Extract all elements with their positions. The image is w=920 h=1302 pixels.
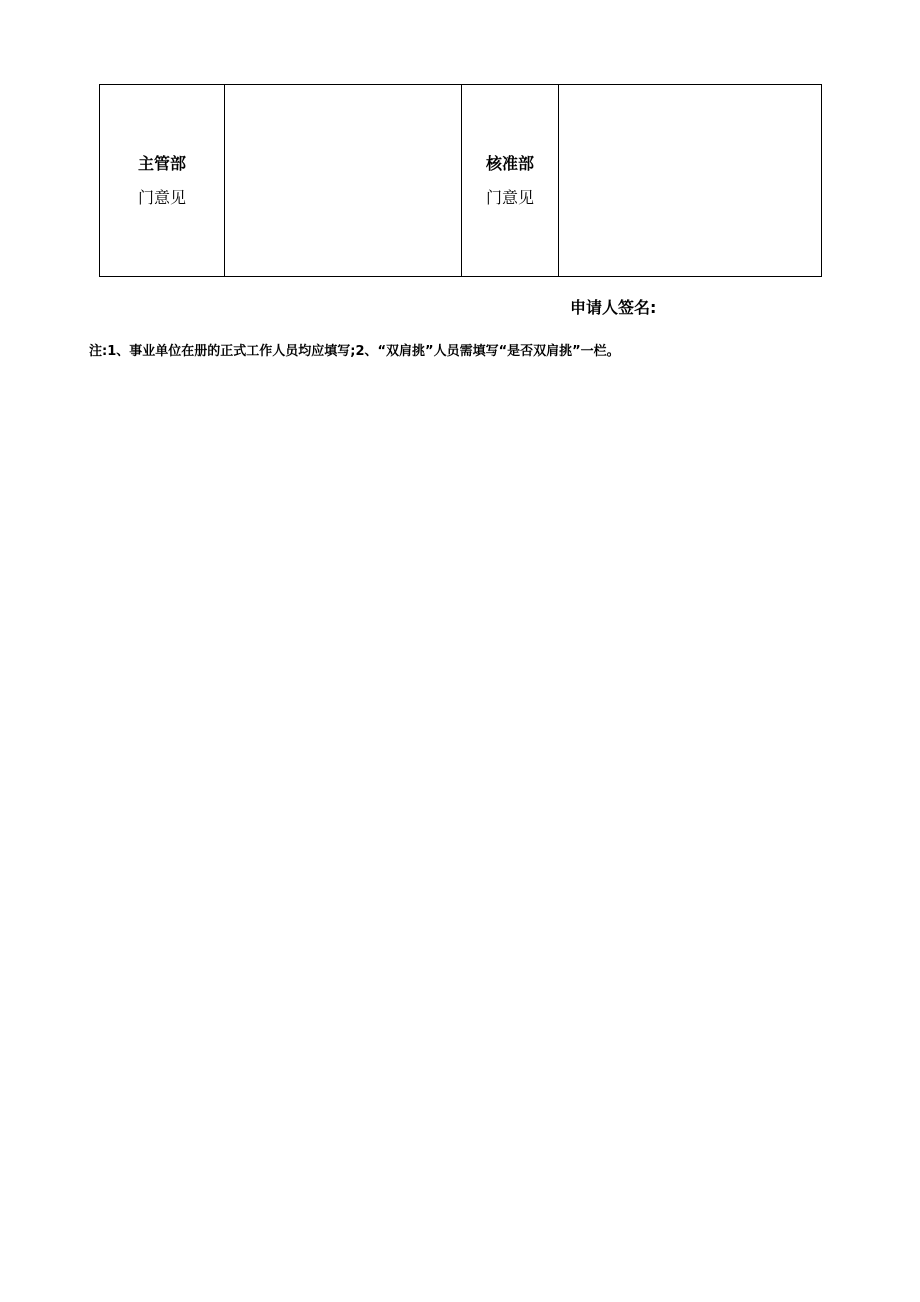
approval-opinion-label-line1: 核准部 (485, 153, 534, 173)
supervisor-opinion-label-line2: 门意见 (137, 187, 186, 207)
footnote (89, 342, 620, 362)
approval-opinion-field[interactable] (559, 85, 822, 277)
supervisor-opinion-field[interactable] (225, 85, 462, 277)
approval-opinion-label-cell (462, 85, 559, 277)
approval-table (99, 84, 822, 277)
applicant-signature-label: 申请人签名: (570, 298, 657, 317)
approval-opinion-label-line2: 门意见 (485, 187, 534, 207)
supervisor-opinion-label-line1: 主管部 (137, 153, 186, 173)
footnote-text: 注:1、事业单位在册的正式工作人员均应填写;2、“双肩挑”人员需填写“是否双肩挑”一栏。 (89, 344, 620, 359)
supervisor-opinion-label-cell (100, 85, 225, 277)
approval-row (100, 85, 822, 277)
